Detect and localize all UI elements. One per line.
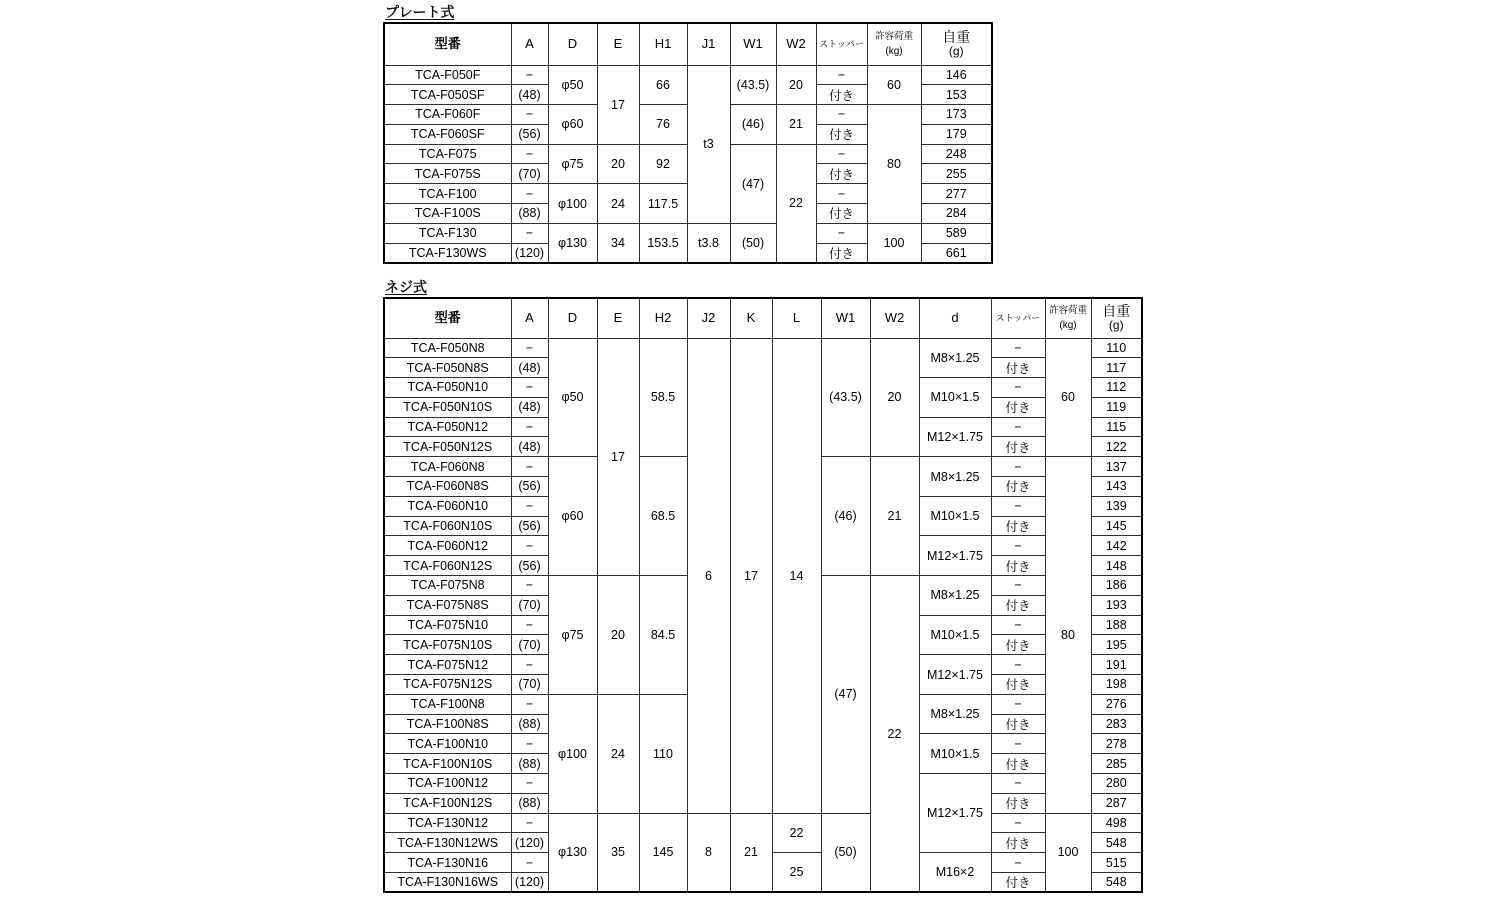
load-cell: 100 [867,223,921,263]
a-cell: − [511,417,548,437]
stopper-cell: 付き [816,124,867,144]
stopper-cell: − [991,378,1045,398]
stopper-cell: 付き [991,873,1045,893]
weight-cell: 278 [1091,734,1142,754]
column-header-label: A [525,310,534,326]
thread-cell: M8×1.25 [919,457,991,497]
column-header-weight [1091,298,1142,338]
thread-cell: M12×1.75 [919,417,991,457]
weight-cell: 283 [1091,714,1142,734]
w1-cell: (43.5) [730,65,776,105]
thread-cell: M12×1.75 [919,536,991,576]
stopper-cell: − [991,734,1045,754]
model-cell: TCA-F060N8 [384,457,511,477]
column-header-label: 型番 [434,36,461,52]
weight-cell: 122 [1091,437,1142,457]
stopper-cell: 付き [816,164,867,184]
stopper-cell: 付き [991,675,1045,695]
stopper-cell: 付き [816,243,867,263]
column-header-weight [921,23,992,65]
model-cell: TCA-F060N12S [384,556,511,576]
stopper-cell: − [816,184,867,204]
weight-cell: 515 [1091,853,1142,873]
l-cell: 14 [772,338,821,813]
d-cell: φ75 [548,576,597,695]
a-cell: − [511,774,548,794]
weight-cell: 188 [1091,615,1142,635]
column-header-j1 [687,23,730,65]
weight-cell: 115 [1091,417,1142,437]
stopper-cell: 付き [991,754,1045,774]
column-header-label: L [792,310,801,326]
a-cell: − [511,576,548,596]
a-cell: − [511,378,548,398]
w2-cell: 21 [870,457,919,576]
weight-cell: 548 [1091,873,1142,893]
header-row [384,298,1142,338]
model-cell: TCA-F130N12WS [384,833,511,853]
column-header-e [597,298,639,338]
model-cell: TCA-F050N10S [384,397,511,417]
a-cell: − [511,813,548,833]
h1-cell: 66 [639,65,687,105]
stopper-cell: 付き [991,595,1045,615]
model-cell: TCA-F130 [384,223,511,243]
model-cell: TCA-F100N8 [384,694,511,714]
weight-cell: 198 [1091,675,1142,695]
d-cell: φ130 [548,813,597,892]
j1-cell: t3.8 [687,223,730,263]
column-header-w1 [821,298,870,338]
column-header-stopper [991,298,1045,338]
weight-cell: 548 [1091,833,1142,853]
stopper-cell: − [991,615,1045,635]
a-cell: − [511,496,548,516]
column-header-label: 型番 [434,310,461,326]
a-cell: − [511,694,548,714]
k-cell: 17 [730,338,772,813]
e-cell: 35 [597,813,639,892]
h1-cell: 117.5 [639,184,687,224]
thread-cell: M10×1.5 [919,615,991,655]
a-cell: − [511,457,548,477]
plate-type-section [383,5,993,264]
column-header-a [511,298,548,338]
weight-cell: 146 [921,65,992,85]
model-cell: TCA-F060N10 [384,496,511,516]
column-header-j2 [687,298,730,338]
weight-cell: 137 [1091,457,1142,477]
column-header-model [384,23,511,65]
a-cell: (120) [511,243,548,263]
model-cell: TCA-F050N12 [384,417,511,437]
w1-cell: (43.5) [821,338,870,457]
thread-cell: M12×1.75 [919,655,991,695]
header-row [384,23,992,65]
stopper-cell: 付き [991,477,1045,497]
w1-cell: (50) [730,223,776,263]
w1-cell: (46) [821,457,870,576]
w2-cell: 20 [776,65,816,105]
a-cell: (56) [511,516,548,536]
a-cell: (48) [511,85,548,105]
column-header-label: W1 [835,310,856,326]
weight-cell: 285 [1091,754,1142,774]
stopper-cell: − [991,813,1045,833]
l-cell: 25 [772,853,821,893]
d-cell: φ50 [548,65,597,105]
weight-cell: 117 [1091,358,1142,378]
a-cell: (70) [511,675,548,695]
h2-cell: 110 [639,694,687,813]
model-cell: TCA-F130WS [384,243,511,263]
weight-cell: 498 [1091,813,1142,833]
weight-cell: 280 [1091,774,1142,794]
h1-cell: 153.5 [639,223,687,263]
column-header-label: J2 [701,310,716,326]
column-header-label: ストッパー [995,313,1041,324]
stopper-cell: − [991,774,1045,794]
model-cell: TCA-F060N8S [384,477,511,497]
load-cell: 60 [1045,338,1091,457]
column-header-label: J1 [701,36,716,52]
model-cell: TCA-F130N16WS [384,873,511,893]
weight-cell: 193 [1091,595,1142,615]
load-cell: 80 [867,105,921,224]
j2-cell: 6 [687,338,730,813]
a-cell: (120) [511,833,548,853]
a-cell: (48) [511,437,548,457]
d-cell: φ100 [548,694,597,813]
column-header-load [867,23,921,65]
column-header-d [548,23,597,65]
load-cell: 80 [1045,457,1091,813]
column-header-label: D [567,310,578,326]
column-header-d [548,298,597,338]
j1-cell: t3 [687,65,730,223]
e-cell: 24 [597,184,639,224]
stopper-cell: − [991,694,1045,714]
column-header-h1 [639,23,687,65]
weight-cell: 179 [921,124,992,144]
stopper-cell: 付き [991,635,1045,655]
model-cell: TCA-F075 [384,144,511,164]
weight-cell: 277 [921,184,992,204]
column-header-unit: (kg) [885,45,903,57]
model-cell: TCA-F130N12 [384,813,511,833]
screw-type-title: ネジ式 [385,279,427,295]
model-cell: TCA-F060F [384,105,511,125]
weight-cell: 195 [1091,635,1142,655]
column-header-label: D [567,36,578,52]
weight-cell: 143 [1091,477,1142,497]
w2-cell: 21 [776,105,816,145]
stopper-cell: 付き [991,358,1045,378]
d-cell: φ50 [548,338,597,457]
w1-cell: (47) [730,144,776,223]
column-header-label: d [951,310,959,326]
column-header-label: K [746,310,756,326]
stopper-cell: 付き [991,833,1045,853]
weight-cell: 287 [1091,793,1142,813]
column-header-unit: (g) [1108,318,1124,333]
column-header-load [1045,298,1091,338]
stopper-cell: 付き [816,204,867,224]
weight-cell: 284 [921,204,992,224]
h2-cell: 58.5 [639,338,687,457]
stopper-cell: − [816,144,867,164]
model-cell: TCA-F050SF [384,85,511,105]
column-header-label: 自重 [942,29,971,46]
column-header-model [384,298,511,338]
d-cell: φ100 [548,184,597,224]
stopper-cell: − [816,105,867,125]
a-cell: (56) [511,124,548,144]
thread-cell: M8×1.25 [919,338,991,378]
a-cell: (120) [511,873,548,893]
stopper-cell: − [991,576,1045,596]
model-cell: TCA-F100N12 [384,774,511,794]
stopper-cell: 付き [816,85,867,105]
stopper-cell: − [991,496,1045,516]
weight-cell: 139 [1091,496,1142,516]
model-cell: TCA-F060N10S [384,516,511,536]
column-header-label: W2 [786,36,806,52]
stopper-cell: − [991,338,1045,358]
weight-cell: 112 [1091,378,1142,398]
w1-cell: (46) [730,105,776,145]
thread-cell: M8×1.25 [919,576,991,616]
e-cell: 34 [597,223,639,263]
e-cell: 17 [597,338,639,576]
weight-cell: 186 [1091,576,1142,596]
model-cell: TCA-F075N8 [384,576,511,596]
model-cell: TCA-F050N12S [384,437,511,457]
column-header-label: ストッパー [819,39,864,50]
stopper-cell: − [991,853,1045,873]
a-cell: (88) [511,793,548,813]
weight-cell: 173 [921,105,992,125]
a-cell: (88) [511,754,548,774]
a-cell: − [511,223,548,243]
load-cell: 60 [867,65,921,105]
model-cell: TCA-F060N12 [384,536,511,556]
column-header-label: 許容荷重 [874,30,913,42]
h1-cell: 76 [639,105,687,145]
a-cell: (56) [511,477,548,497]
weight-cell: 153 [921,85,992,105]
table-row [384,338,1142,358]
model-cell: TCA-F075N12S [384,675,511,695]
a-cell: (88) [511,714,548,734]
weight-cell: 142 [1091,536,1142,556]
column-header-label: E [613,310,623,326]
a-cell: − [511,184,548,204]
model-cell: TCA-F075S [384,164,511,184]
screw-type-section [383,280,1143,893]
a-cell: (70) [511,595,548,615]
a-cell: − [511,105,548,125]
weight-cell: 661 [921,243,992,263]
e-cell: 20 [597,576,639,695]
column-header-unit: (kg) [1059,319,1077,331]
model-cell: TCA-F100N10S [384,754,511,774]
a-cell: (70) [511,635,548,655]
e-cell: 17 [597,65,639,144]
table-row [384,813,1142,833]
column-header-k [730,298,772,338]
column-header-stopper [816,23,867,65]
column-header-l [772,298,821,338]
stopper-cell: − [991,536,1045,556]
e-cell: 24 [597,694,639,813]
weight-cell: 255 [921,164,992,184]
model-cell: TCA-F100N8S [384,714,511,734]
weight-cell: 145 [1091,516,1142,536]
model-cell: TCA-F060SF [384,124,511,144]
w1-cell: (47) [821,576,870,814]
thread-cell: M12×1.75 [919,774,991,853]
stopper-cell: − [991,417,1045,437]
column-header-label: 自重 [1102,303,1131,320]
a-cell: − [511,655,548,675]
stopper-cell: 付き [991,437,1045,457]
model-cell: TCA-F050F [384,65,511,85]
load-cell: 100 [1045,813,1091,892]
plate-type-table [383,22,993,264]
l-cell: 22 [772,813,821,853]
stopper-cell: 付き [991,556,1045,576]
model-cell: TCA-F050N8S [384,358,511,378]
stopper-cell: 付き [991,397,1045,417]
weight-cell: 589 [921,223,992,243]
w1-cell: (50) [821,813,870,892]
a-cell: − [511,65,548,85]
thread-cell: M16×2 [919,853,991,893]
w2-cell: 20 [870,338,919,457]
stopper-cell: 付き [991,714,1045,734]
d-cell: φ60 [548,457,597,576]
d-cell: φ130 [548,223,597,263]
weight-cell: 110 [1091,338,1142,358]
h1-cell: 92 [639,144,687,184]
model-cell: TCA-F050N10 [384,378,511,398]
column-header-h2 [639,298,687,338]
w2-cell: 22 [776,144,816,263]
d-cell: φ60 [548,105,597,145]
model-cell: TCA-F075N12 [384,655,511,675]
stopper-cell: 付き [991,793,1045,813]
column-header-thread [919,298,991,338]
model-cell: TCA-F130N16 [384,853,511,873]
a-cell: (56) [511,556,548,576]
column-header-e [597,23,639,65]
a-cell: (88) [511,204,548,224]
column-header-label: W1 [743,36,763,52]
a-cell: − [511,144,548,164]
a-cell: − [511,338,548,358]
column-header-w2 [776,23,816,65]
k-cell: 21 [730,813,772,892]
screw-type-table [383,297,1143,893]
h2-cell: 84.5 [639,576,687,695]
column-header-label: A [525,36,534,52]
stopper-cell: − [816,223,867,243]
column-header-a [511,23,548,65]
table-row [384,223,992,243]
model-cell: TCA-F075N10S [384,635,511,655]
a-cell: − [511,615,548,635]
h2-cell: 145 [639,813,687,892]
column-header-w1 [730,23,776,65]
model-cell: TCA-F050N8 [384,338,511,358]
a-cell: − [511,853,548,873]
thread-cell: M10×1.5 [919,734,991,774]
weight-cell: 248 [921,144,992,164]
a-cell: − [511,536,548,556]
stopper-cell: − [991,655,1045,675]
column-header-label: 許容荷重 [1048,304,1087,316]
j2-cell: 8 [687,813,730,892]
column-header-label: H1 [654,36,672,52]
plate-type-title: プレート式 [385,4,455,20]
column-header-label: E [613,36,623,52]
model-cell: TCA-F100S [384,204,511,224]
stopper-cell: − [991,457,1045,477]
model-cell: TCA-F075N8S [384,595,511,615]
model-cell: TCA-F100N12S [384,793,511,813]
w2-cell: 22 [870,576,919,893]
h2-cell: 68.5 [639,457,687,576]
column-header-label: H2 [654,310,672,326]
weight-cell: 276 [1091,694,1142,714]
weight-cell: 148 [1091,556,1142,576]
table-row [384,65,992,85]
a-cell: (48) [511,397,548,417]
model-cell: TCA-F100 [384,184,511,204]
a-cell: (70) [511,164,548,184]
column-header-w2 [870,298,919,338]
thread-cell: M10×1.5 [919,496,991,536]
e-cell: 20 [597,144,639,184]
model-cell: TCA-F100N10 [384,734,511,754]
column-header-label: W2 [884,310,905,326]
d-cell: φ75 [548,144,597,184]
weight-cell: 119 [1091,397,1142,417]
stopper-cell: 付き [991,516,1045,536]
column-header-unit: (g) [948,44,964,59]
weight-cell: 191 [1091,655,1142,675]
a-cell: − [511,734,548,754]
thread-cell: M10×1.5 [919,378,991,418]
stopper-cell: − [816,65,867,85]
thread-cell: M8×1.25 [919,694,991,734]
model-cell: TCA-F075N10 [384,615,511,635]
a-cell: (48) [511,358,548,378]
